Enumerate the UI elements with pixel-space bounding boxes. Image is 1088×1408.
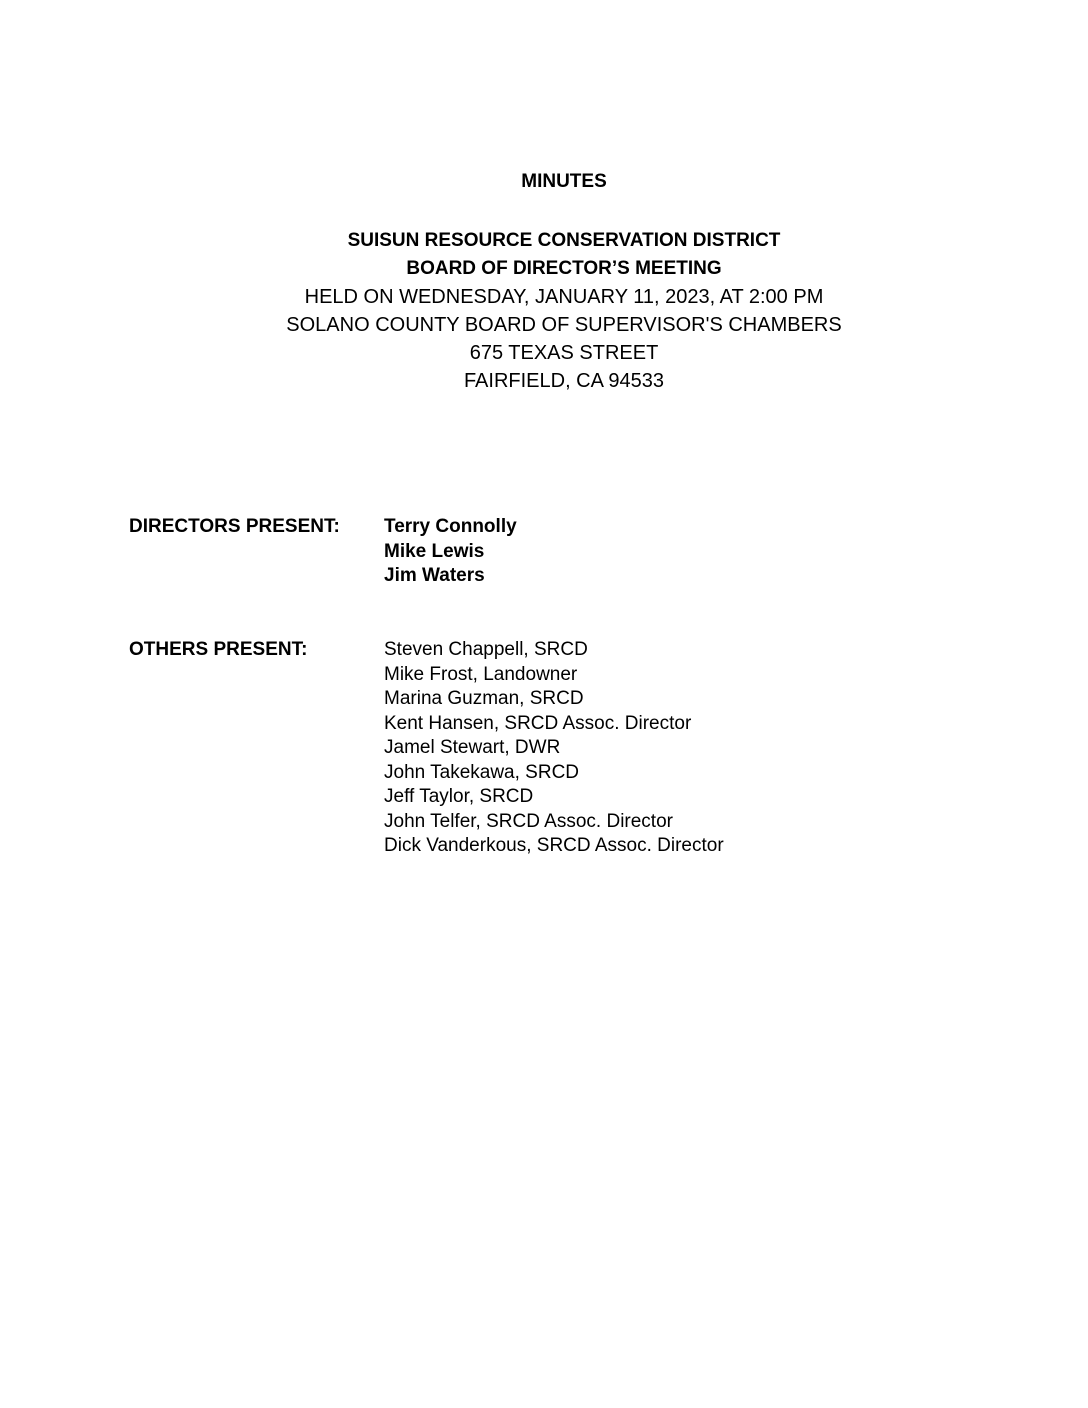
meeting-header [0,227,1088,395]
attendee-name: Jamel Stewart, DWR [384,737,561,758]
attendee-name: Dick Vanderkous, SRCD Assoc. Director [384,835,724,856]
attendee-name: John Telfer, SRCD Assoc. Director [384,810,673,832]
attendee-name: Steven Chappell, SRCD [384,639,588,660]
attendee-name: Jeff Taylor, SRCD [384,786,534,807]
director-name: Mike Lewis [384,540,485,562]
attendee-name: Mike Frost, Landowner [384,663,578,685]
attendee-name: Kent Hansen, SRCD Assoc. Director [384,712,692,734]
director-name: Jim Waters [384,565,485,586]
directors-present-label: DIRECTORS PRESENT: [129,516,340,537]
director-name: Terry Connolly [384,516,517,537]
directors-list [384,515,517,589]
attendee-name: John Takekawa, SRCD [384,761,580,783]
meeting-date: HELD ON WEDNESDAY, JANUARY 11, 2023, AT 2:00 PM [304,286,824,308]
meeting-location: SOLANO COUNTY BOARD OF SUPERVISOR'S CHAMBERS [286,314,842,336]
others-present-label: OTHERS PRESENT: [129,639,308,660]
others-list [384,638,724,859]
meeting-street: 675 TEXAS STREET [469,342,659,364]
district-name: SUISUN RESOURCE CONSERVATION DISTRICT [347,230,781,251]
meeting-name: BOARD OF DIRECTOR’S MEETING [406,258,722,279]
document-title: MINUTES [521,171,607,192]
attendee-name: Marina Guzman, SRCD [384,688,584,709]
meeting-city: FAIRFIELD, CA 94533 [463,370,665,392]
